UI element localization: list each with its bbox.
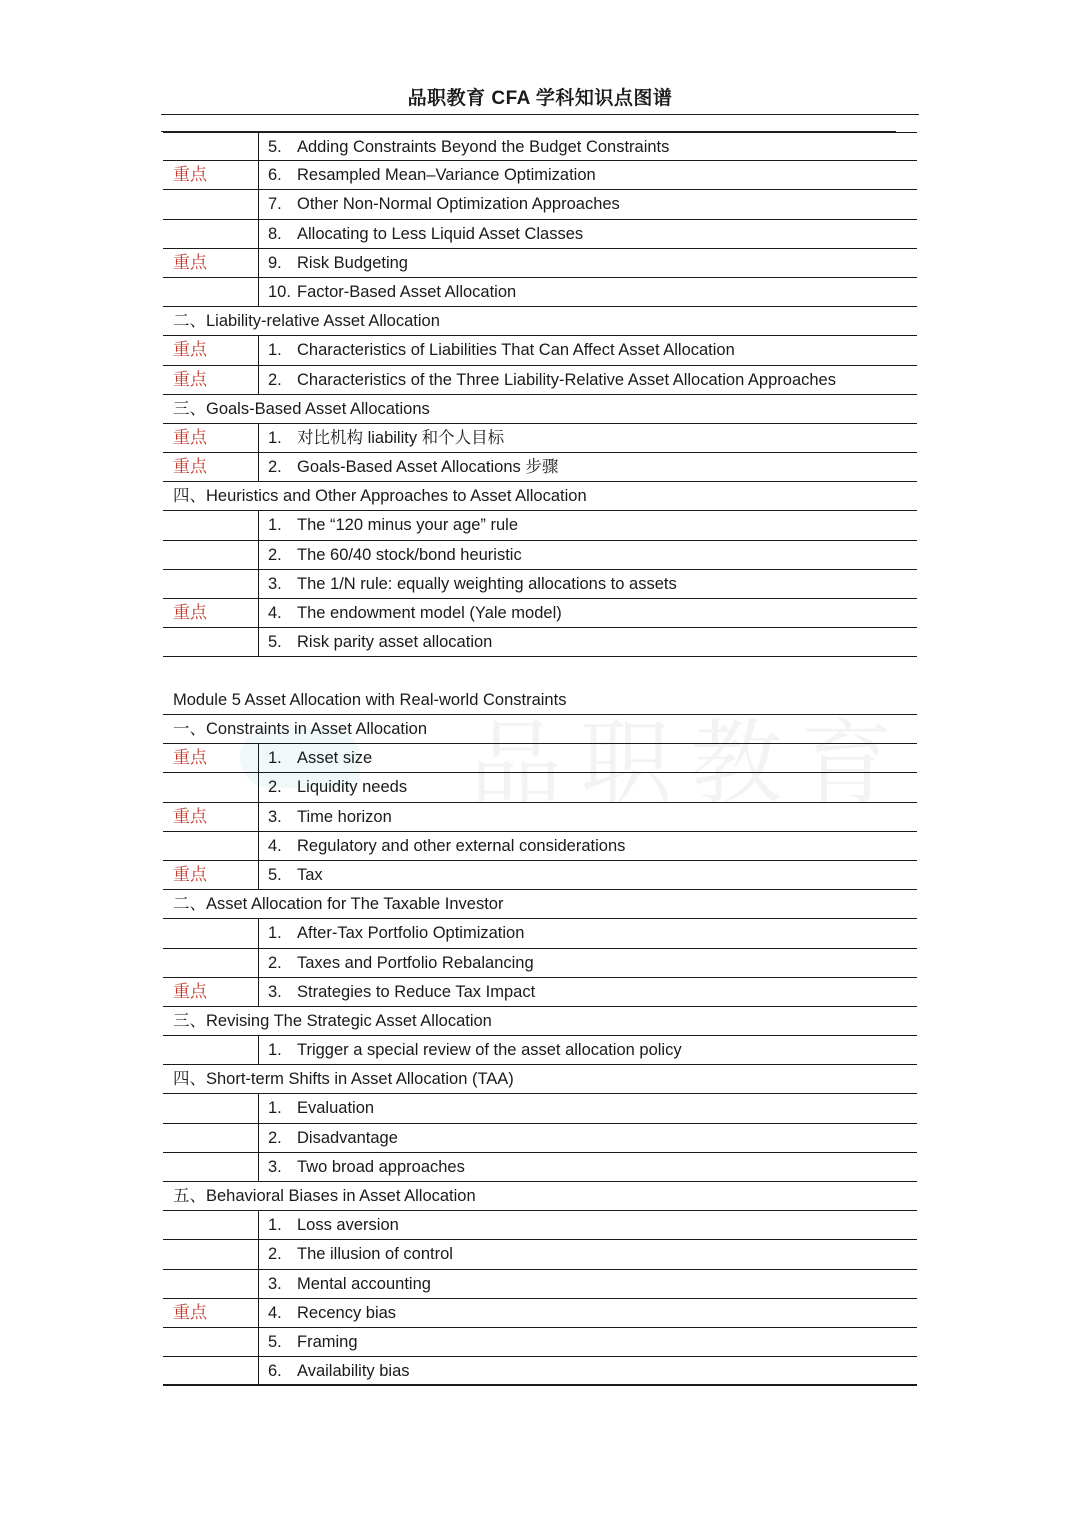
- item-content: [259, 949, 534, 977]
- outline-item-row: [163, 541, 917, 570]
- item-content: [259, 1357, 410, 1384]
- item-text: Time horizon: [297, 807, 392, 826]
- outline-item-row: [163, 161, 917, 190]
- key-point-tag: [163, 832, 259, 860]
- item-text: Regulatory and other external considerations: [297, 836, 626, 855]
- outline-item-row: [163, 511, 917, 540]
- key-point-tag: [163, 541, 259, 569]
- outline-item-row: [163, 278, 917, 307]
- item-text: Allocating to Less Liquid Asset Classes: [297, 224, 584, 243]
- section-heading-row: [163, 1065, 917, 1094]
- item-content: [259, 803, 392, 831]
- outline-item-row: [163, 978, 917, 1007]
- outline-item-row: [163, 453, 917, 482]
- item-number: 4.: [268, 1303, 282, 1322]
- section-heading: 五、Behavioral Biases in Asset Allocation: [173, 1187, 476, 1205]
- item-text: Loss aversion: [297, 1216, 399, 1235]
- item-text: Risk parity asset allocation: [297, 633, 493, 652]
- item-number: 2.: [268, 778, 282, 797]
- outline-table-module5: [163, 686, 917, 1386]
- section-heading: 四、Short-term Shifts in Asset Allocation (TAA): [173, 1070, 514, 1089]
- item-number: 3.: [268, 807, 282, 826]
- item-text: Two broad approaches: [297, 1157, 465, 1176]
- item-number: 2.: [268, 545, 282, 564]
- key-point-tag: 重点: [163, 803, 259, 831]
- item-text: Factor-Based Asset Allocation: [297, 282, 517, 301]
- item-number: 1.: [268, 428, 282, 447]
- item-text: Framing: [297, 1332, 358, 1351]
- item-text: Adding Constraints Beyond the Budget Constraints: [297, 138, 670, 156]
- watermark-text: 品职教育: [470, 710, 911, 817]
- item-number: 4.: [268, 836, 282, 855]
- key-point-tag: 重点: [163, 336, 259, 364]
- section-heading-row: [163, 890, 917, 919]
- item-number: 5.: [268, 1332, 282, 1351]
- module-title-row: [163, 686, 917, 715]
- key-point-tag: [163, 1357, 259, 1384]
- key-point-tag: [163, 773, 259, 801]
- key-point-tag: 重点: [163, 599, 259, 627]
- item-text: The 60/40 stock/bond heuristic: [297, 545, 522, 564]
- key-point-tag: 重点: [163, 366, 259, 394]
- item-number: 4.: [268, 604, 282, 622]
- item-content: [259, 453, 558, 481]
- item-text: The 1/N rule: equally weighting allocations to assets: [297, 574, 677, 593]
- item-content: [259, 190, 620, 218]
- outline-item-row: [163, 1094, 917, 1123]
- outline-item-row: [163, 366, 917, 395]
- item-content: [259, 511, 518, 539]
- page-title: 品职教育 CFA 学科知识点图谱: [407, 88, 673, 109]
- item-content: [259, 278, 516, 306]
- item-content: [259, 570, 677, 598]
- outline-item-row: [163, 599, 917, 628]
- outline-item-row: [163, 1299, 917, 1328]
- outline-item-row: [163, 132, 917, 161]
- item-text: Risk Budgeting: [297, 253, 408, 272]
- section-heading: 三、Goals-Based Asset Allocations: [173, 399, 430, 418]
- key-point-tag: [163, 919, 259, 947]
- item-content: [259, 1124, 398, 1152]
- key-point-tag: [163, 1124, 259, 1152]
- item-number: 6.: [268, 166, 282, 185]
- item-content: [259, 978, 535, 1006]
- item-content: [259, 599, 562, 627]
- item-text: Trigger a special review of the asset allocation policy: [297, 1041, 682, 1060]
- outline-item-row: [163, 803, 917, 832]
- item-text: 对比机构 liability 和个人目标: [297, 428, 505, 447]
- key-point-tag: 重点: [163, 453, 259, 481]
- item-content: [259, 1270, 431, 1298]
- item-number: 9.: [268, 253, 282, 272]
- item-content: [259, 1036, 682, 1064]
- item-content: [259, 1094, 374, 1122]
- key-point-tag: [163, 1328, 259, 1356]
- item-text: Characteristics of Liabilities That Can Affect Asset Allocation: [297, 341, 735, 360]
- item-content: [259, 1153, 465, 1181]
- item-number: 2.: [268, 370, 282, 389]
- item-number: 5.: [268, 138, 282, 156]
- item-text: The endowment model (Yale model): [297, 604, 562, 622]
- section-heading: 二、Liability-relative Asset Allocation: [173, 312, 440, 331]
- item-content: [259, 1240, 453, 1268]
- key-point-tag: [163, 1153, 259, 1181]
- item-content: [259, 832, 625, 860]
- item-content: [259, 541, 522, 569]
- section-heading: 一、Constraints in Asset Allocation: [173, 720, 428, 738]
- item-text: Other Non-Normal Optimization Approaches: [297, 195, 620, 214]
- item-number: 5.: [268, 633, 282, 652]
- item-number: 1.: [268, 1216, 282, 1235]
- item-number: 1.: [268, 1099, 282, 1118]
- outline-item-row: [163, 1328, 917, 1357]
- item-text: Taxes and Portfolio Rebalancing: [297, 953, 534, 972]
- item-text: Characteristics of the Three Liability-Relative Asset Allocation Approaches: [297, 370, 836, 389]
- section-heading: 四、Heuristics and Other Approaches to Asset Allocation: [173, 487, 587, 506]
- item-content: [259, 336, 735, 364]
- outline-item-row: [163, 1036, 917, 1065]
- item-content: [259, 919, 524, 947]
- item-number: 3.: [268, 982, 282, 1001]
- item-text: Tax: [297, 865, 323, 884]
- outline-item-row: [163, 628, 917, 657]
- outline-item-row: [163, 919, 917, 948]
- key-point-tag: [163, 1036, 259, 1064]
- outline-item-row: [163, 1211, 917, 1240]
- outline-item-row: [163, 744, 917, 773]
- key-point-tag: 重点: [163, 424, 259, 452]
- item-number: 3.: [268, 1274, 282, 1293]
- item-content: [259, 133, 669, 160]
- item-number: 2.: [268, 1245, 282, 1264]
- item-text: Evaluation: [297, 1099, 375, 1118]
- item-number: 1.: [268, 1041, 282, 1060]
- key-point-tag: [163, 1094, 259, 1122]
- item-number: 1.: [268, 924, 282, 943]
- item-content: [259, 861, 323, 889]
- item-content: [259, 1211, 399, 1239]
- item-content: [259, 249, 408, 277]
- outline-item-row: [163, 1357, 917, 1386]
- key-point-tag: 重点: [163, 744, 259, 772]
- item-text: Resampled Mean–Variance Optimization: [297, 166, 596, 185]
- item-number: 7.: [268, 195, 282, 214]
- outline-item-row: [163, 1153, 917, 1182]
- item-number: 1.: [268, 749, 282, 768]
- outline-item-row: [163, 190, 917, 219]
- item-text: Availability bias: [297, 1362, 410, 1381]
- item-text: Liquidity needs: [297, 778, 408, 797]
- section-heading-row: [163, 307, 917, 336]
- key-point-tag: [163, 1270, 259, 1298]
- item-number: 3.: [268, 574, 282, 593]
- key-point-tag: [163, 1211, 259, 1239]
- outline-table-module4: [163, 132, 917, 657]
- section-heading-row: [163, 1007, 917, 1036]
- outline-item-row: [163, 861, 917, 890]
- item-text: Asset size: [297, 749, 373, 768]
- item-number: 1.: [268, 341, 282, 360]
- outline-item-row: [163, 220, 917, 249]
- item-content: [259, 161, 596, 189]
- key-point-tag: [163, 570, 259, 598]
- outline-item-row: [163, 832, 917, 861]
- item-content: [259, 773, 407, 801]
- item-content: [259, 424, 504, 452]
- key-point-tag: [163, 190, 259, 218]
- item-content: [259, 1299, 396, 1327]
- section-heading-row: [163, 715, 917, 744]
- outline-item-row: [163, 949, 917, 978]
- outline-item-row: [163, 570, 917, 599]
- section-heading-row: [163, 482, 917, 511]
- key-point-tag: 重点: [163, 978, 259, 1006]
- item-text: Mental accounting: [297, 1274, 431, 1293]
- outline-item-row: [163, 424, 917, 453]
- item-content: [259, 628, 492, 656]
- key-point-tag: 重点: [163, 249, 259, 277]
- item-number: 5.: [268, 865, 282, 884]
- key-point-tag: [163, 133, 259, 160]
- key-point-tag: 重点: [163, 861, 259, 889]
- key-point-tag: 重点: [163, 1299, 259, 1327]
- item-number: 2.: [268, 1128, 282, 1147]
- item-content: [259, 1328, 358, 1356]
- outline-item-row: [163, 1240, 917, 1269]
- outline-item-row: [163, 336, 917, 365]
- item-number: 6.: [268, 1362, 282, 1381]
- key-point-tag: [163, 511, 259, 539]
- item-text: Recency bias: [297, 1303, 397, 1322]
- section-heading: 二、Asset Allocation for The Taxable Investor: [173, 895, 504, 914]
- item-text: Strategies to Reduce Tax Impact: [297, 982, 536, 1001]
- item-text: The illusion of control: [297, 1245, 453, 1264]
- key-point-tag: [163, 1240, 259, 1268]
- key-point-tag: 重点: [163, 161, 259, 189]
- section-heading-row: [163, 395, 917, 424]
- key-point-tag: [163, 220, 259, 248]
- item-text: The “120 minus your age” rule: [297, 516, 519, 535]
- item-number: 1.: [268, 516, 282, 535]
- item-number: 8.: [268, 224, 282, 243]
- item-content: [259, 366, 836, 394]
- item-number: 3.: [268, 1157, 282, 1176]
- section-heading-row: [163, 1182, 917, 1211]
- outline-item-row: [163, 1124, 917, 1153]
- item-text: Disadvantage: [297, 1128, 398, 1147]
- item-number: 2.: [268, 953, 282, 972]
- item-number: 10.: [268, 282, 291, 301]
- section-heading: 三、Revising The Strategic Asset Allocation: [173, 1011, 492, 1030]
- outline-item-row: [163, 1270, 917, 1299]
- key-point-tag: [163, 278, 259, 306]
- key-point-tag: [163, 949, 259, 977]
- key-point-tag: [163, 628, 259, 656]
- outline-item-row: [163, 249, 917, 278]
- header-divider: [161, 114, 919, 115]
- module-title: Module 5 Asset Allocation with Real-world Constraints: [173, 691, 567, 709]
- item-content: [259, 744, 372, 772]
- item-text: After-Tax Portfolio Optimization: [297, 924, 525, 943]
- item-number: 2.: [268, 458, 282, 477]
- outline-item-row: [163, 773, 917, 802]
- item-text: Goals-Based Asset Allocations 步骤: [297, 458, 559, 477]
- item-content: [259, 220, 583, 248]
